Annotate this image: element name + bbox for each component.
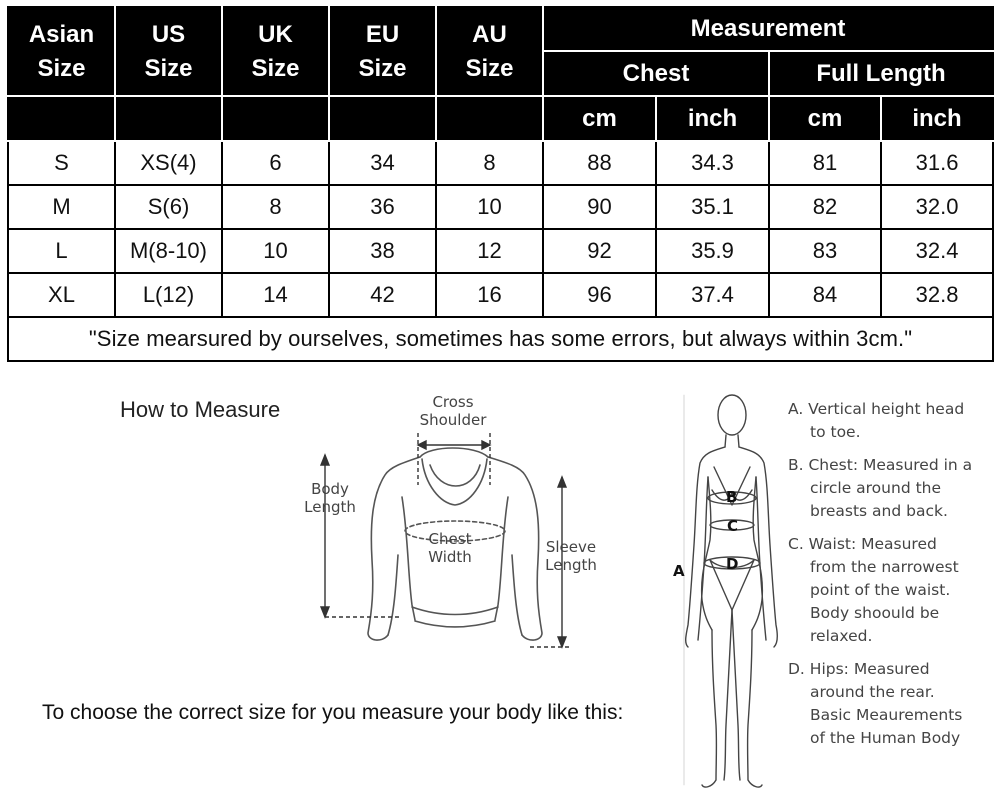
- table-cell: 14: [222, 273, 329, 317]
- header-blank: [222, 96, 329, 141]
- legend-item-line: breasts and back.: [810, 502, 948, 520]
- table-cell: 10: [436, 185, 543, 229]
- header-uk-size: UK Size: [222, 7, 329, 96]
- table-cell: 37.4: [656, 273, 769, 317]
- table-row: [8, 229, 993, 273]
- table-cell: L(12): [115, 273, 222, 317]
- table-cell: 35.9: [656, 229, 769, 273]
- header-asian-size: Asian Size: [8, 7, 115, 96]
- legend-item-line: Body shoould be: [810, 604, 940, 622]
- figure-label-a: A: [673, 562, 685, 580]
- table-cell: S(6): [115, 185, 222, 229]
- instruction-text: To choose the correct size for you measure your body like this:: [42, 701, 624, 724]
- legend-item-line: around the rear.: [810, 683, 935, 701]
- legend-item: [788, 533, 998, 648]
- figure-label-c: C: [727, 517, 739, 535]
- legend-item-line: Basic Meaurements: [810, 706, 963, 724]
- table-cell: 8: [222, 185, 329, 229]
- table-cell: L: [8, 229, 115, 273]
- legend-item-heading: D. Hips: Measured: [788, 660, 930, 678]
- legend-item-heading: B. Chest: Measured in a: [788, 456, 973, 474]
- header-eu-size: EU Size: [329, 7, 436, 96]
- header-blank: [436, 96, 543, 141]
- legend-item-line: relaxed.: [810, 627, 873, 645]
- table-cell: 83: [769, 229, 881, 273]
- table-cell: XS(4): [115, 141, 222, 185]
- legend-item-heading: C. Waist: Measured: [788, 535, 937, 553]
- legend-item-heading: A. Vertical height head: [788, 400, 965, 418]
- header-us-size: US Size: [115, 7, 222, 96]
- table-cell: 92: [543, 229, 656, 273]
- body-length-label: Body Length: [304, 480, 356, 516]
- figure-label-d: D: [726, 555, 739, 573]
- table-cell: S: [8, 141, 115, 185]
- header-blank: [329, 96, 436, 141]
- table-cell: 82: [769, 185, 881, 229]
- table-cell: XL: [8, 273, 115, 317]
- table-cell: 36: [329, 185, 436, 229]
- table-cell: 16: [436, 273, 543, 317]
- table-cell: 90: [543, 185, 656, 229]
- table-row: [8, 141, 993, 185]
- legend-item: [788, 398, 998, 444]
- legend-item-line: circle around the: [810, 479, 942, 497]
- human-body-figure: [660, 385, 780, 795]
- legend-item: [788, 454, 998, 523]
- table-cell: 96: [543, 273, 656, 317]
- cross-shoulder-label: Cross Shoulder: [419, 393, 487, 429]
- table-cell: 35.1: [656, 185, 769, 229]
- table-cell: 8: [436, 141, 543, 185]
- table-cell: 84: [769, 273, 881, 317]
- table-cell: 31.6: [881, 141, 993, 185]
- table-cell: 12: [436, 229, 543, 273]
- table-cell: M: [8, 185, 115, 229]
- table-row: [8, 273, 993, 317]
- table-cell: 38: [329, 229, 436, 273]
- header-blank: [115, 96, 222, 141]
- header-length-cm: cm: [769, 96, 881, 141]
- table-row: [8, 185, 993, 229]
- table-cell: 42: [329, 273, 436, 317]
- table-cell: 32.0: [881, 185, 993, 229]
- header-full-length: Full Length: [769, 51, 993, 96]
- legend-item-line: of the Human Body: [810, 729, 961, 747]
- legend-item: [788, 658, 998, 750]
- header-measurement: Measurement: [543, 7, 993, 51]
- table-cell: 32.8: [881, 273, 993, 317]
- table-cell: 6: [222, 141, 329, 185]
- sleeve-length-label: Sleeve Length: [545, 538, 597, 574]
- header-chest: Chest: [543, 51, 769, 96]
- table-cell: 34.3: [656, 141, 769, 185]
- legend-item-line: point of the waist.: [810, 581, 951, 599]
- table-cell: M(8-10): [115, 229, 222, 273]
- size-chart-table: [7, 6, 994, 362]
- chest-width-label: Chest Width: [428, 530, 472, 566]
- table-cell: 10: [222, 229, 329, 273]
- table-cell: 88: [543, 141, 656, 185]
- header-length-inch: inch: [881, 96, 993, 141]
- table-cell: 34: [329, 141, 436, 185]
- legend-item-line: to toe.: [810, 423, 861, 441]
- header-blank: [8, 96, 115, 141]
- how-to-measure-title: How to Measure: [120, 397, 281, 422]
- header-chest-cm: cm: [543, 96, 656, 141]
- size-note: "Size mearsured by ourselves, sometimes has some errors, but always within 3cm.": [8, 317, 993, 361]
- header-au-size: AU Size: [436, 7, 543, 96]
- measure-legend: [788, 398, 998, 760]
- header-chest-inch: inch: [656, 96, 769, 141]
- figure-label-b: B: [726, 488, 738, 506]
- table-cell: 32.4: [881, 229, 993, 273]
- legend-item-line: from the narrowest: [810, 558, 959, 576]
- table-cell: 81: [769, 141, 881, 185]
